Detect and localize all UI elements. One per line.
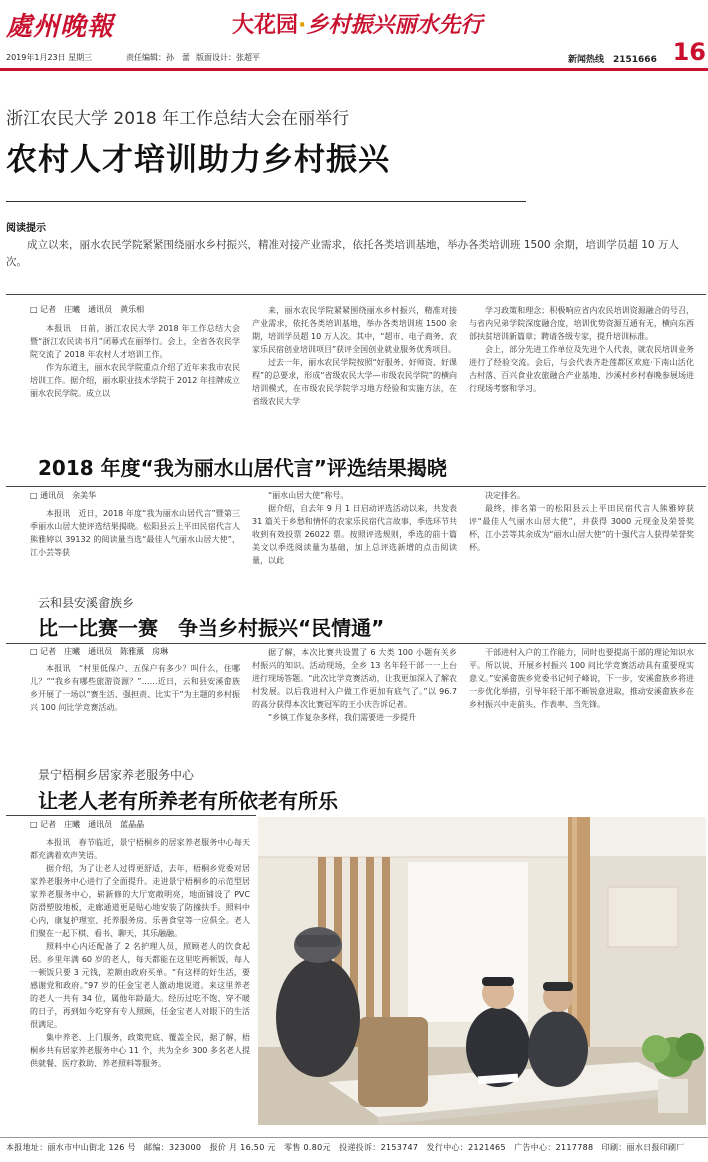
story4-divider [6,815,256,816]
story2-column-2 [252,489,457,587]
story4-byline: □ 记者 庄曦 通讯员 蓝晶晶 [30,819,250,833]
lead-headline: 农村人才培训助力乡村振兴 [6,142,390,178]
story2-col1-para: 本报讯 近日，2018 年度“我为丽水山居代言”暨第三季丽水山居大使评选结果揭晓。松阳县云上平田民宿代言人熊雅婷以 39132 的阅读量当选“最佳人气丽水山居大使”，江小芸等获 [30,509,240,557]
issue-meta-line [6,52,666,66]
story3-col2-para: “乡镇工作复杂多样，我们需要进一步提升 [268,713,417,722]
story2-column-1 [30,507,240,587]
section-separator: · [298,13,307,38]
layout-designer: 版面设计：张超平 [196,53,260,62]
story4-column-1 [30,836,250,1134]
lead-kicker: 浙江农民大学 2018 年工作总结大会在丽举行 [6,109,350,129]
section-slogan: 乡村振兴丽水先行 [306,12,483,38]
newspaper-logo: 處州晚報 [6,12,115,42]
page-number: 16 [672,38,706,66]
story3-kicker: 云和县安溪畲族乡 [38,596,135,610]
story4-col1-para: 照料中心内还配备了 2 名护理人员，照顾老人的饮食起居。乡里年满 60 岁的老人，每天都能在这里吃两顿饭，每人一顿饭只要 3 元钱，差额由政府买单。“有这样的好生活，要感谢党和政府。”97 岁的任金宝老人激动地说道。来这里养老的老人一共有 34 位，属他年龄最大。经历过吃不饱、穿不暖的日子，再到如今吃穿有专人照顾，任金宝老人对眼下的生活很满足。 [30,942,250,1029]
summary-label: 阅读提示 [6,223,46,234]
section-banner [232,8,532,48]
lead-col2-para: 来，丽水农民学院紧紧围绕丽水乡村振兴，精准对接产业需求，依托各类培训基地，举办各类培训班 1500 余期，培训学员超 10 万人次。其中，“超市、电子商务、农家乐民宿创业培训项目”获评全国创业就业服务优秀项目。 [252,306,457,354]
summary-text: 成立以来，丽水农民学院紧紧围绕丽水乡村振兴，精准对接产业需求，依托各类培训基地，举办各类培训班 1500 余期，培训学员超 10 万人次。 [6,239,679,268]
responsible-editor: 责任编辑：孙 蕾 [126,53,190,62]
lead-column-2 [252,304,457,444]
story2-col2-para: 据介绍，自去年 9 月 1 日启动评选活动以来，共发表 31 篇关于乡愁和情怀的农家乐民宿代言故事，季选环节共收到有效投票 26022 票。按照评选规则，季选的前十篇美文以季选阅读量为基础，加上总评选新增的点击阅读量，以此 [252,504,457,565]
story3-headline: 比一比赛一赛 争当乡村振兴“民情通” [38,616,385,640]
lead-col2-para: 过去一年，丽水农民学院按照“好服务、好师资、好课程”的总要求，形成“省级农民大学—市级农民学院”的横向培训模式，在市级农民学院学习地方经验和实施方法，在省级农民大学 [252,358,457,406]
footer-info: 本报地址：丽水市中山街北 126 号 邮编：323000 报价 月 16.50 元 零售 0.80元 投递投诉：2153747 发行中心：2121465 广告中心：2117788 印刷：丽水日报印刷厂 [6,1143,685,1152]
story2-col3-para: 决定排名。 [485,491,525,500]
story3-col3-para: 干部进村入户的工作能力，同时也要提高干部的理论知识水平。所以说，开展乡村振兴 100 问比学竞赛活动具有重要现实意义。”安溪畲族乡党委书记何子峰说，下一步，安溪畲族乡将进一步优化举措，引导年轻干部不断锐意进取，推动安溪畲族乡在乡村振兴中走前头、作表率、当先锋。 [469,648,694,709]
story3-column-1 [30,662,240,748]
lead-col3-para: 学习政策和理念；积极响应省内农民培训资源融合的号召，与省内兄弟学院深度融合度，培训优势资源互通有无，横向东西部扶贫培训新篇章；聘请各级专家，提升培训标准。 [469,306,694,341]
lead-byline: □ 记者 庄曦 通讯员 黄乐相 [30,304,240,318]
news-hotline: 新闻热线 2151666 [568,55,657,65]
issue-date: 2019年1月23日 星期三 [6,53,93,62]
story3-column-2 [252,646,457,750]
lead-col1-para: 本报讯 日前，浙江农民大学 2018 年工作总结大会暨“浙江农民读书月”闭幕式在丽举行。会上，全省各农民学院交流了 2018 年农村人才培训工作。 [30,324,240,359]
story3-byline: □ 记者 庄曦 通讯员 陈雅薰 房琳 [30,646,240,660]
story4-kicker: 景宁梧桐乡居家养老服务中心 [38,768,195,782]
story2-divider [6,486,706,487]
story4-headline: 让老人老有所养老有所依老有所乐 [38,789,338,813]
masthead-divider [0,68,708,71]
story3-col1-para: 本报讯 “村里低保户、五保户有多少？叫什么，住哪儿？”“我乡有哪些旅游资源？”……近日，云和县安溪畲族乡开展了一场以“赛生活、强担责、比实干”为主题的乡村振兴 100 问比学竞赛活动。 [30,664,240,712]
story2-headline: 2018 年度“我为丽水山居代言”评选结果揭晓 [38,456,447,480]
care-center-photo [258,817,706,1125]
story2-col2-para: “丽水山居大使”称号。 [268,491,349,500]
care-center-photo-art [258,817,706,1125]
lead-col3-para: 会上，部分先进工作单位及先进个人代表，就农民培训业务进行了经验交流。会后，与会代表齐赴莲都区欢庭·下南山活化古村落、百兴食业农旅融合产业基地、沙溪村乡村春晚参展场进行现场考察和学习。 [469,345,694,393]
section-name: 大花园 [232,13,299,38]
story4-col1-para: 据介绍，为了让老人过得更舒适，去年，梧桐乡党委对居家养老服务中心进行了全面提升。走进景宁梧桐乡的示范型居家养老服务中心，崭新修的大厅宽敞明亮，地面铺设了 PVC 防滑塑胶地板，走廊通道更是贴心地安装了防撞扶手。照料中心内，康复护理室、托养服务房、乐善食堂等一应俱全。老人们聚在一起下棋、看书、聊天，其乐融融。 [30,864,250,938]
story4-col1-para: 本报讯 春节临近，景宁梧桐乡的居家养老服务中心每天都充满着欢声笑语。 [30,838,250,860]
story3-column-3 [469,646,694,750]
lead-article-divider [6,294,706,295]
footer-divider [0,1137,708,1138]
lead-column-1 [30,322,240,444]
lead-divider [6,201,526,202]
story2-byline: □ 通讯员 余美华 [30,490,240,504]
story3-divider [6,643,706,644]
lead-col1-para: 作为东道主，丽水农民学院重点介绍了近年来我市农民培训工作。据介绍，丽水职业技术学院于 2012 年挂牌成立丽水农民学院。成立以 [30,363,240,398]
story2-col3-para: 最终，排名第一的松阳县云上平田民宿代言人熊雅婷获评“最佳人气丽水山居大使”，并获得 3000 元现金及荣誉奖杯，江小芸等其余成为“丽水山居大使”的十强代言人获得荣誉奖杯。 [469,504,694,552]
story4-col1-para: 集中养老、上门服务，政策兜底、覆盖全民，据了解，梧桐乡共有居家养老服务中心 11 个，共为全乡 300 多名老人提供就餐、医疗救助、养老照料等服务。 [30,1033,250,1068]
lead-column-3 [469,304,694,444]
story3-col2-para: 据了解，本次比赛共设置了 6 大类 100 小题有关乡村振兴的知识。活动现场，全乡 13 名年轻干部一一上台进行现场答题。“此次比学竞赛活动，让我更加深入了解农村发展。以后我进村入户做工作更加有底气了。”以 96.7 的高分获得本次比赛冠军的王小庆告诉记者。 [252,648,457,709]
story2-column-3 [469,489,694,587]
